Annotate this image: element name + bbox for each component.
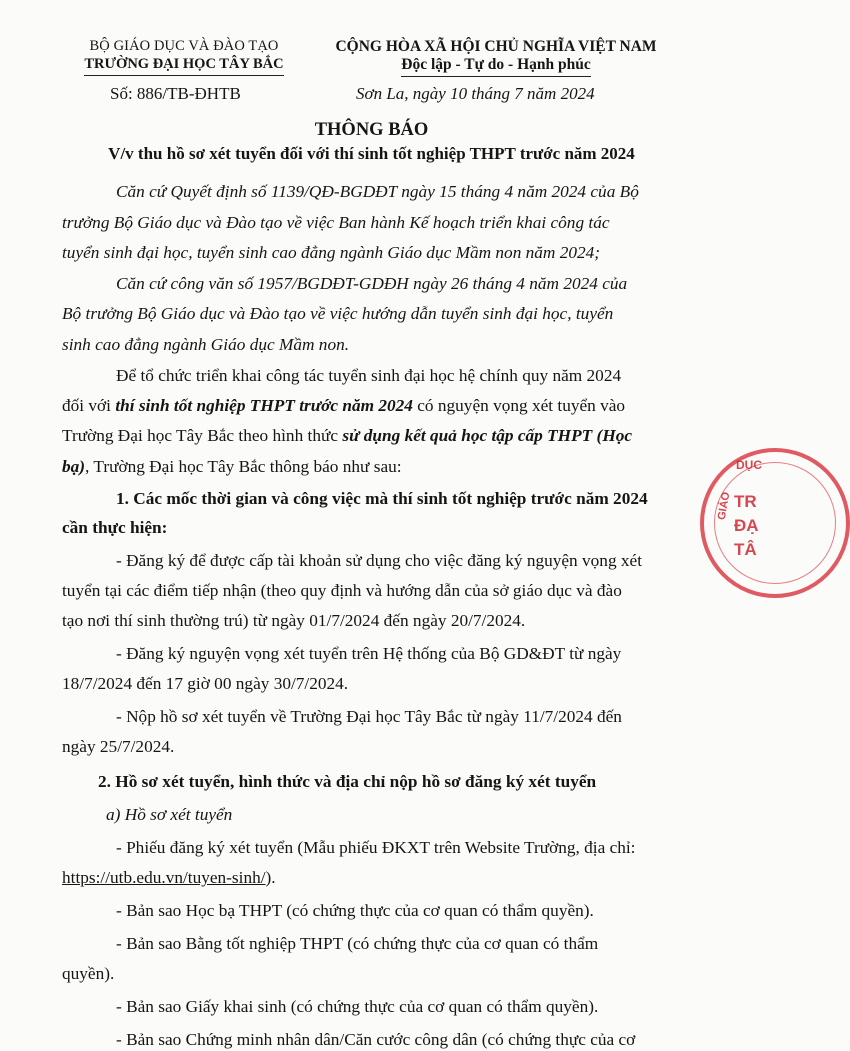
issuer-block [64,38,304,76]
basis-line: sinh cao đẳng ngành Giáo dục Mầm non. [62,335,350,354]
basis-line: Căn cứ công văn số 1957/BGDĐT-GDĐH ngày 26 tháng 4 năm 2024 của [116,274,628,293]
stamp-text: TR [734,492,757,511]
document-subject: V/v thu hồ sơ xét tuyển đối với thí sinh tốt nghiệp THPT trước năm 2024 [108,144,635,163]
list-item: quyền). [62,964,115,983]
section-heading: 1. Các mốc thời gian và công việc mà thí sinh tốt nghiệp trước năm 2024 [116,489,648,508]
document-title: THÔNG BÁO [314,120,429,140]
list-item: - Phiếu đăng ký xét tuyển (Mẫu phiếu ĐKXT trên Website Trường, địa chỉ: [116,838,636,857]
basis-line: Bộ trưởng Bộ Giáo dục và Đào tạo về việc hướng dẫn tuyển sinh đại học, tuyển [62,304,614,323]
list-item: tạo nơi thí sinh thường trú) từ ngày 01/7/2024 đến ngày 20/7/2024. [62,611,526,630]
intro-line: Trường Đại học Tây Bắc theo hình thức sử dụng kết quả học tập cấp THPT (Học [62,426,633,445]
basis-line: Căn cứ Quyết định số 1139/QĐ-BGDĐT ngày 15 tháng 4 năm 2024 của Bộ [116,182,639,201]
list-item: - Bản sao Chứng minh nhân dân/Căn cước công dân (có chứng thực của cơ [116,1030,636,1049]
republic-name: CỘNG HÒA XÃ HỘI CHỦ NGHĨA VIỆT NAM [335,38,657,55]
section-heading: cần thực hiện: [62,518,168,537]
official-stamp [700,448,850,598]
list-item: https://utb.edu.vn/tuyen-sinh/). [62,868,276,887]
stamp-text: DỤC [736,458,762,472]
list-item: - Bản sao Bằng tốt nghiệp THPT (có chứng thực của cơ quan có thẩm [116,934,599,953]
section-heading: 2. Hồ sơ xét tuyển, hình thức và địa chỉ nộp hồ sơ đăng ký xét tuyển [98,772,597,791]
list-item: - Bản sao Học bạ THPT (có chứng thực của cơ quan có thẩm quyền). [116,901,594,920]
stamp-text: ĐẠ [734,516,759,535]
list-item: - Nộp hồ sơ xét tuyển về Trường Đại học Tây Bắc từ ngày 11/7/2024 đến [116,707,622,726]
list-item: 18/7/2024 đến 17 giờ 00 ngày 30/7/2024. [62,674,349,693]
ministry-name: BỘ GIÁO DỤC VÀ ĐÀO TẠO [89,38,279,54]
subsection-heading: a) Hồ sơ xét tuyển [106,805,233,824]
national-header [306,38,686,77]
stamp-text: GIÁO [715,491,733,521]
stamp-text: TÂ [734,540,757,559]
list-item: - Đăng ký nguyện vọng xét tuyển trên Hệ thống của Bộ GD&ĐT từ ngày [116,644,622,663]
basis-line: tuyển sinh đại học, tuyển sinh cao đẳng ngành Giáo dục Mầm non năm 2024; [62,243,601,262]
list-item: - Đăng ký để được cấp tài khoản sử dụng cho việc đăng ký nguyện vọng xét [116,551,643,570]
list-item: - Bản sao Giấy khai sinh (có chứng thực của cơ quan có thẩm quyền). [116,997,599,1016]
intro-line: Để tổ chức triển khai công tác tuyển sinh đại học hệ chính quy năm 2024 [116,366,622,385]
national-motto: Độc lập - Tự do - Hạnh phúc [401,56,590,77]
basis-line: trưởng Bộ Giáo dục và Đào tạo về việc Ban hành Kế hoạch triển khai công tác [62,213,610,232]
document-number: Số: 886/TB-ĐHTB [110,84,241,103]
list-item: tuyển tại các điểm tiếp nhận (theo quy định và hướng dẫn của sở giáo dục và đào [62,581,622,600]
list-item: ngày 25/7/2024. [62,737,175,756]
intro-line: đối với thí sinh tốt nghiệp THPT trước năm 2024 có nguyện vọng xét tuyển vào [62,396,626,415]
website-link[interactable]: https://utb.edu.vn/tuyen-sinh/ [62,868,266,887]
place-date: Sơn La, ngày 10 tháng 7 năm 2024 [356,84,595,103]
intro-line: bạ), Trường Đại học Tây Bắc thông báo như sau: [62,457,402,476]
school-name: TRƯỜNG ĐẠI HỌC TÂY BẮC [84,56,283,76]
